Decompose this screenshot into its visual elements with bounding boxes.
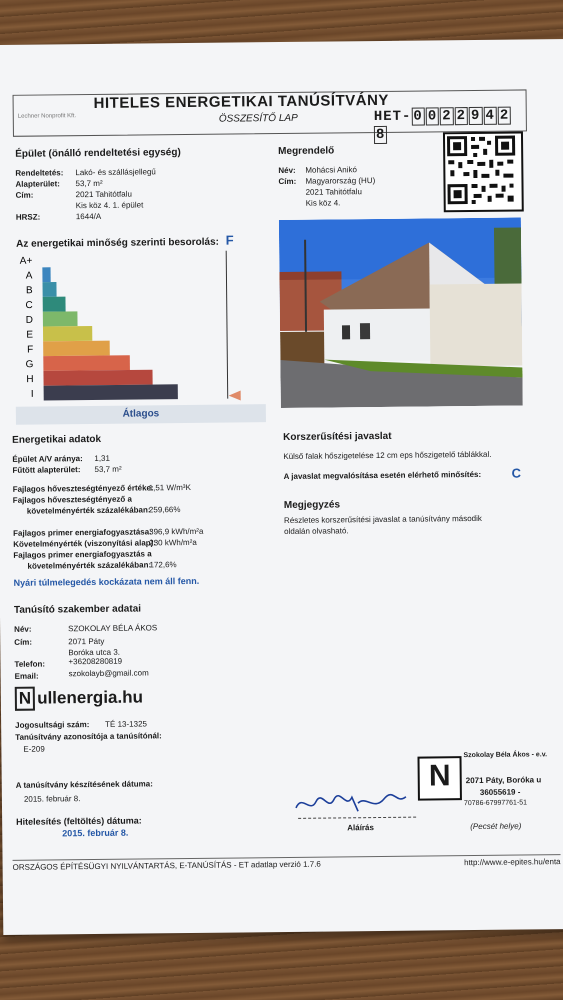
- heat-loss-label: Fajlagos hőveszteségtényező értéke:: [12, 483, 154, 494]
- rating-heading-text: Az energetikai minőség szerinti besorolás:: [16, 236, 219, 250]
- nullenergia-logo: [15, 685, 143, 710]
- expert-cert-id-value: E-209: [23, 744, 45, 754]
- expert-email-value: szokolayb@gmail.com: [68, 668, 149, 679]
- house-photo-image: [279, 218, 523, 409]
- primary-pct-value: 172,6%: [149, 560, 177, 570]
- energy-class-band: [43, 297, 66, 312]
- logo-letter: N: [15, 687, 36, 711]
- energy-class-label: I: [30, 388, 34, 400]
- stamp-letter: N: [428, 759, 451, 793]
- client-name-label: Név:: [278, 165, 296, 176]
- footer-registry-text: ORSZÁGOS ÉPÍTÉSÜGYI NYILVÁNTARTÁS, E-TANÚSÍTÁS - ET adatlap verzió 1.7.6: [12, 859, 321, 872]
- energy-class-label: E: [26, 329, 34, 341]
- expert-address-line2: Boróka utca 3.: [68, 647, 121, 658]
- primary-pct-label2: követelményérték százalékában:: [27, 560, 152, 571]
- energy-class-label: F: [27, 344, 34, 356]
- note-text-line1: Részletes korszerűsítési javaslat a tanúsítvány második: [283, 513, 482, 525]
- certificate-header: [13, 89, 527, 144]
- note-text-line2: oldalán olvasható.: [284, 526, 349, 536]
- energy-class-band: [43, 370, 152, 386]
- certificate-sheet: [0, 39, 563, 935]
- rating-marker-icon: [229, 390, 241, 400]
- building-photo: [279, 218, 523, 409]
- note-heading: Megjegyzés: [283, 499, 341, 512]
- heat-loss-pct-value: 259,66%: [148, 505, 181, 515]
- rendeltetes-label: Rendeltetés:: [15, 168, 64, 178]
- qr-code-image: [445, 134, 518, 207]
- client-address-line2: 2021 Tahitótfalu: [305, 187, 362, 197]
- client-address-label: Cím:: [278, 176, 297, 187]
- primary-energy-label: Fajlagos primer energiafogyasztása:: [13, 527, 152, 538]
- hrsz-value: 1644/A: [75, 211, 102, 222]
- footer-url: http://www.e-epites.hu/enta: [464, 857, 561, 868]
- expert-address-line1: 2071 Páty: [68, 636, 105, 647]
- chart-axis: [226, 251, 228, 399]
- building-address-line2: Kis köz 4. 1. épület: [75, 200, 144, 211]
- requirement-label: Követelményérték (viszonyítási alap):: [13, 538, 157, 549]
- energy-class-label: H: [26, 374, 34, 386]
- client-address-line1: Magyarország (HU): [305, 176, 376, 186]
- primary-energy-value: 396,9 kWh/m²a: [149, 526, 204, 537]
- cert-digit: 8: [374, 126, 388, 144]
- energy-class-bands: [20, 254, 178, 401]
- primary-pct-label1: Fajlagos primer energiafogyasztás a: [13, 549, 152, 560]
- energy-class-band: [43, 311, 78, 326]
- requirement-value: 230 kWh/m²a: [149, 537, 197, 548]
- rendeltetes-value: Lakó- és szállásjellegű: [75, 167, 156, 178]
- expert-address-label: Cím:: [14, 637, 33, 647]
- cert-digit: 2: [455, 107, 469, 125]
- energy-class-band: [44, 384, 178, 400]
- cert-digit: 2: [498, 107, 512, 125]
- rating-grade: F: [225, 232, 234, 248]
- energy-class-band: [43, 341, 110, 356]
- qr-code: [443, 131, 524, 212]
- expert-cert-id-label: Tanúsítvány azonosítója a tanúsítónál:: [15, 731, 162, 742]
- certificate-prefix: HET-: [373, 108, 412, 126]
- modernization-heading: Korszerűsítési javaslat: [283, 430, 392, 444]
- energy-class-label: A+: [19, 255, 33, 267]
- cert-digit: 0: [426, 107, 440, 125]
- logo-text: ullenergia.hu: [37, 687, 144, 708]
- expert-name-label: Név:: [14, 624, 32, 634]
- building-heading: Épület (önálló rendeltetési egység): [15, 147, 181, 160]
- energy-class-band: [43, 326, 92, 341]
- energy-class-band: [42, 267, 50, 282]
- heated-area-label: Fűtött alapterület:: [12, 465, 81, 475]
- client-name-value: Mohácsi Anikó: [305, 165, 357, 175]
- stamp-name: Szokolay Béla Ákos - e.v.: [463, 751, 548, 760]
- document-title: HITELES ENERGETIKAI TANÚSÍTVÁNY: [93, 91, 389, 112]
- signature-label: Aláírás: [347, 823, 374, 833]
- energy-class-band: [43, 355, 130, 371]
- energy-class-label: B: [25, 285, 33, 297]
- document-subtitle: ÖSSZESÍTŐ LAP: [218, 112, 298, 125]
- upload-date-label: Hitelesítés (feltöltés) dátuma:: [16, 815, 142, 827]
- alapterulet-value: 53,7 m²: [75, 178, 103, 189]
- stamp-tax-number: 36055619 -: [479, 787, 521, 797]
- heat-loss-pct-label2: követelményérték százalékában:: [26, 505, 151, 516]
- stamp-address: 2071 Páty, Boróka u: [465, 775, 542, 786]
- alapterulet-label: Alapterület:: [15, 179, 60, 189]
- building-address-label: Cím:: [15, 190, 34, 200]
- building-address-line1: 2021 Tahitótfalu: [75, 189, 132, 200]
- energy-class-label: A: [25, 270, 33, 282]
- signature-line: [298, 817, 416, 819]
- stamp-bank-account: 70786-67997761-51: [463, 799, 528, 808]
- upload-date-value: 2015. február 8.: [62, 827, 129, 839]
- hrsz-label: HRSZ:: [15, 212, 41, 222]
- energy-heading: Energetikai adatok: [12, 433, 102, 446]
- av-ratio-label: Épület A/V aránya:: [12, 454, 83, 464]
- energy-class-label: G: [25, 359, 34, 371]
- cert-digit: 2: [440, 107, 454, 125]
- client-heading: Megrendelő: [278, 145, 335, 158]
- energy-class-label: D: [25, 314, 33, 326]
- issue-date-label: A tanúsítvány készítésének dátuma:: [15, 779, 153, 790]
- expert-phone-value: +36208280819: [68, 656, 123, 667]
- cert-digit: 9: [469, 107, 483, 125]
- issue-date-value: 2015. február 8.: [23, 794, 81, 804]
- document-footer: [13, 854, 561, 872]
- energy-class-band: [43, 282, 57, 297]
- issuer-org: Lechner Nonprofit Kft.: [17, 113, 77, 120]
- expert-name-value: SZOKOLAY BÉLA ÁKOS: [68, 623, 158, 634]
- rating-heading: [16, 233, 234, 250]
- modernization-text: Külső falak hőszigetelése 12 cm eps hőszigetelő táblákkal.: [283, 449, 492, 462]
- av-ratio-value: 1,31: [94, 453, 110, 463]
- cert-digit: 0: [411, 108, 425, 126]
- heat-loss-pct-label1: Fajlagos hőveszteségtényező a: [12, 494, 132, 505]
- achievable-rating-value: C: [511, 465, 521, 481]
- stamp-place-label: (Pecsét helye): [470, 821, 522, 832]
- license-value: TÉ 13-1325: [105, 719, 147, 729]
- heated-area-value: 53,7 m²: [94, 464, 122, 474]
- rating-average-bar: Átlagos: [16, 404, 266, 425]
- achievable-rating-label: A javaslat megvalósítása esetén elérhető minősítés:: [283, 469, 482, 482]
- expert-stamp-logo: [417, 756, 461, 800]
- summer-overheating-risk: Nyári túlmelegedés kockázata nem áll fenn.: [13, 575, 200, 588]
- expert-email-label: Email:: [14, 671, 39, 681]
- energy-class-label: C: [25, 300, 33, 312]
- cert-digit: 4: [483, 107, 497, 125]
- expert-phone-label: Telefon:: [14, 659, 46, 669]
- heat-loss-value: 1,51 W/m³K: [148, 482, 191, 493]
- expert-heading: Tanúsító szakember adatai: [13, 603, 142, 616]
- handwritten-signature: [292, 789, 412, 818]
- license-label: Jogosultsági szám:: [15, 720, 90, 730]
- energy-class-chart: [14, 250, 241, 404]
- client-address-line3: Kis köz 4.: [305, 198, 341, 208]
